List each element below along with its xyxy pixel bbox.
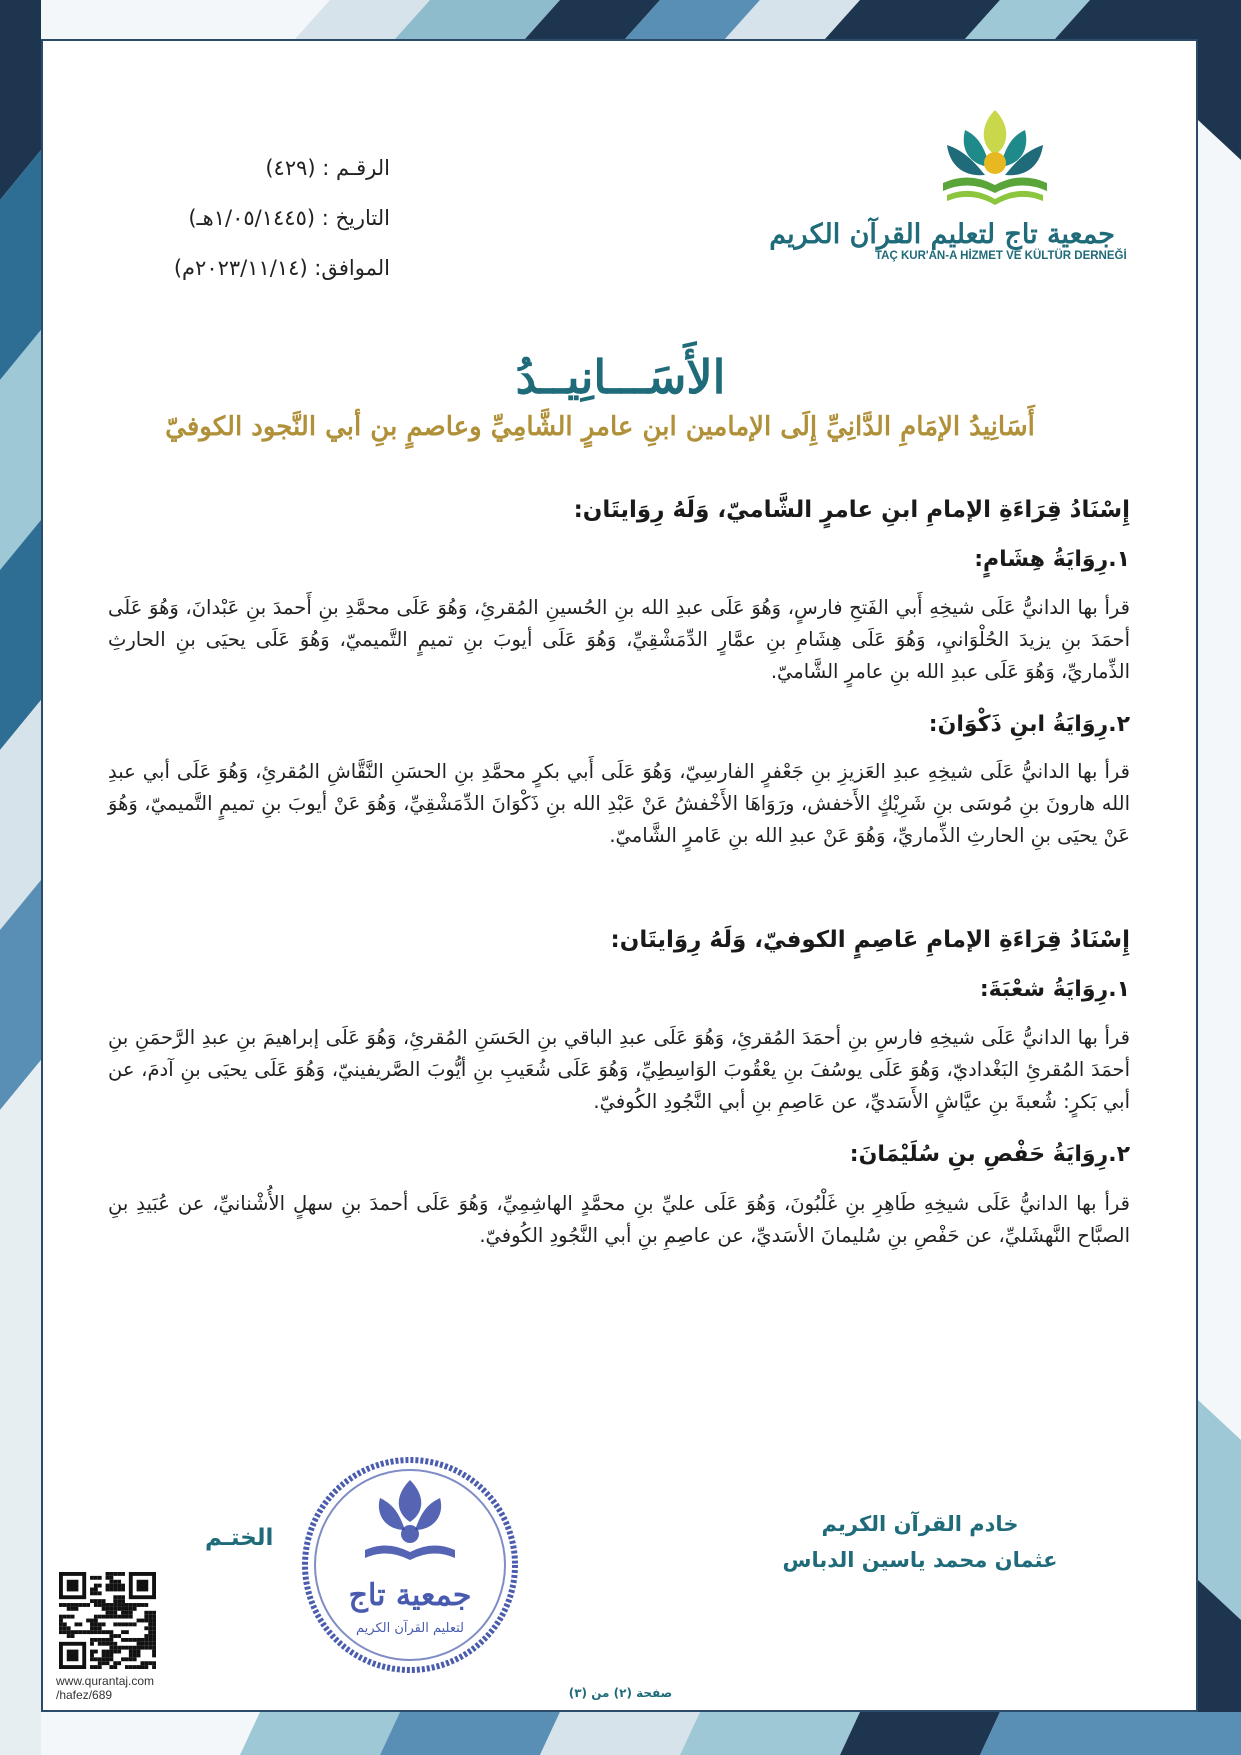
document-subtitle: أَسَانِيدُ الإمَامِ الدَّانِيِّ إِلَى الإمامين ابنِ عامرٍ الشَّامِيِّ وعاصمٍ بنِ أبي النَّجود الكوفيّ xyxy=(165,412,1035,442)
chain-paragraph: قرأ بها الدانيُّ عَلَى شيخِهِ عبدِ العَزيزِ بنِ جَعْفرٍ الفارسِيّ، وَهُوَ عَلَى أَبي بكرٍ محمَّدِ بنِ الحسَنِ النَّقَّاشِ المُقرئِ، وَهُوَ عَلَى أبي عبدِ الله هارونَ بنِ مُوسَى بنِ شَرِيْكٍ الأَخفش، ورَوَاهَا الأَخْفشُ عَنْ عَبْدِ الله بنِ ذَكْوَانَ الدِّمَشْقِيِّ، وَهُوَ عَنْ أيوبَ بنِ تميمٍ التَّميميّ، وَهُوَ عَنْ يحيَى بنِ الحارثِ الذِّماريِّ، وَهُوَ عَنْ عبدِ الله بنِ عَامرٍ الشَّاميّ. xyxy=(108,760,1130,847)
narration-ibn-dhakwan xyxy=(108,712,1130,737)
narration-title: ١.رِوَايَةُ هِشَامٍ: xyxy=(974,547,1130,572)
page-number: صفحة (٢) من (٣) xyxy=(568,1686,673,1700)
section-asim xyxy=(108,927,1130,953)
official-stamp xyxy=(295,1450,525,1680)
servant-title: خادم القرآن الكريم xyxy=(821,1512,1019,1536)
document-title: الأَسَـــانِيــدُ xyxy=(515,350,726,404)
narration-shuba-text xyxy=(108,1022,1130,1118)
narration-ibn-dhakwan-text xyxy=(108,756,1130,852)
narration-title: ٢.رِوَايَةُ ابنِ ذَكْوَانَ: xyxy=(928,712,1130,737)
narration-hisham xyxy=(108,547,1130,572)
qr-code-icon[interactable] xyxy=(59,1572,156,1669)
seal-label: الختـم xyxy=(205,1525,274,1551)
chain-paragraph: قرأ بها الدانيُّ عَلَى شيخِهِ أَبي الفَتحِ فارسٍ، وَهُوَ عَلَى عبدِ الله بنِ الحُسينِ المُقرئِ، وَهُوَ عَلَى محمَّدِ بنِ أَحمدَ بنِ عَبْدانَ، وَهُوَ عَلَى أحمَدَ بنِ يزيدَ الحُلْوَانيِ، وَهُوَ عَلَى هِشَامِ بنِ عمَّارٍ الدِّمَشْقِيِّ، وَهُوَ عَلَى أيوبَ بنِ تميمٍ التَّميميّ، وَهُوَ عَلَى يحيَى بنِ الحارثِ الذِّماريِّ، وَهُوَ عَلَى عبدِ الله بنِ عامرٍ الشَّاميّ. xyxy=(108,596,1130,683)
narration-title: ٢.رِوَايَةُ حَفْصِ بنِ سُلَيْمَانَ: xyxy=(849,1142,1130,1167)
org-name-turkish: TAÇ KUR'AN-A HİZMET VE KÜLTÜR DERNEĞİ xyxy=(875,250,1127,262)
signatory-name: عثمان محمد ياسين الدباس xyxy=(782,1548,1058,1572)
association-logo xyxy=(769,105,1127,305)
org-name-arabic: جمعية تاج لتعليم القرآن الكريم xyxy=(769,219,1115,250)
section-ibn-amir xyxy=(108,497,1130,523)
stamp-text: جمعية تاج xyxy=(348,1578,472,1613)
stamp-subtext: لتعليم القرآن الكريم xyxy=(356,1621,464,1636)
section-heading: إِسْنَادُ قِرَاءَةِ الإمامِ ابنِ عامرٍ الشَّاميّ، وَلَهُ رِوَايتَان: xyxy=(573,497,1130,523)
section-heading: إِسْنَادُ قِرَاءَةِ الإمامِ عَاصِمٍ الكوفيّ، وَلَهُ رِوَايتَان: xyxy=(610,927,1130,953)
narration-hafs-text xyxy=(108,1188,1130,1252)
book-lotus-logo-icon xyxy=(935,105,1055,215)
url-path[interactable]: /hafez/689 xyxy=(56,1688,113,1702)
narration-hisham-text xyxy=(108,592,1130,688)
narration-hafs xyxy=(108,1142,1130,1167)
gregorian-date: الموافق: (٢٠٢٣/١١/١٤م) xyxy=(173,256,390,280)
narration-shuba xyxy=(108,977,1130,1002)
hijri-date: التاريخ : (١/٠٥/١٤٤٥هـ) xyxy=(188,206,390,230)
signature-block xyxy=(760,1506,1080,1578)
url-domain[interactable]: www.qurantaj.com xyxy=(56,1674,155,1688)
narration-title: ١.رِوَايَةُ شعْبَةَ: xyxy=(979,977,1130,1002)
reference-block xyxy=(120,143,390,293)
chain-paragraph: قرأ بها الدانيُّ عَلَى شيخِهِ طَاهِرِ بنِ غَلْبُونَ، وَهُوَ عَلَى عليِّ بنِ محمَّدٍ الهاشِمِيِّ، وَهُوَ عَلَى أحمدَ بنِ سهلٍ الأُشْنانيِّ، عن عُبَيدِ بنِ الصبَّاح النَّهشَليِّ، عن حَفْصِ بنِ سُليمانَ الأسَديِّ، عن عاصِمِ بنِ أبي النَّجُودِ الكُوفيّ. xyxy=(108,1192,1130,1247)
chain-paragraph: قرأ بها الدانيُّ عَلَى شيخِهِ فارسِ بنِ أحمَدَ المُقرئِ، وَهُوَ عَلَى عبدِ الباقي بنِ الحَسَنِ المُقرئِ، وَهُوَ عَلَى إبراهيمَ بنِ عبدِ الرَّحمَنِ بنِ أحمَدَ المُقرئِ البَغْداديّ، وَهُوَ عَلَى يوسُفَ بنِ يعْقُوبَ الوَاسِطِيِّ، وَهُوَ عَلَى شُعَيبِ بنِ أيُّوبَ الصَّريفينيّ، وَهُوَ عَلَى يحيَى بنِ آدمَ، عن أبي بَكرٍ: شُعبةَ بنِ عيَّاشٍ الأَسَديِّ، عن عَاصِمِ بنِ أبي النَّجُودِ الكُوفيّ. xyxy=(108,1026,1130,1113)
reference-number: الرقـم : (٤٢٩) xyxy=(265,156,390,180)
